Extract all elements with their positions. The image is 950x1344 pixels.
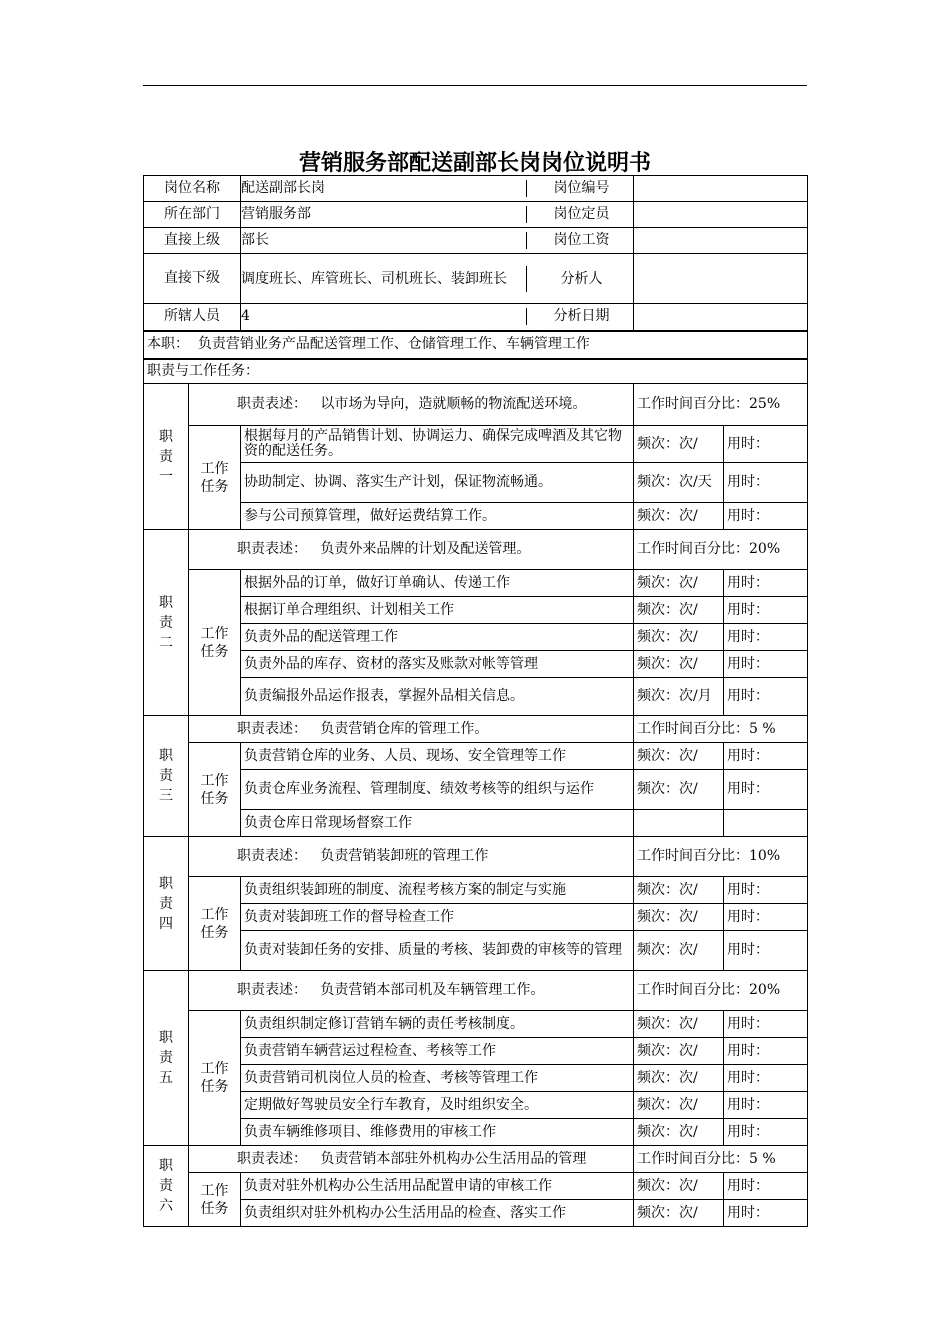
task-text: 负责组织装卸班的制度、流程考核方案的制定与实施 [241, 877, 634, 904]
task-row [144, 651, 808, 678]
field-label: 岗位编号 [553, 180, 610, 196]
task-freq: 频次：次/ [634, 770, 724, 810]
duties-header-row [144, 359, 808, 384]
task-row [144, 877, 808, 904]
field-label: 分析人 [560, 270, 603, 287]
task-row [144, 743, 808, 770]
task-text: 负责组织对驻外机构办公生活用品的检查、落实工作 [241, 1200, 634, 1227]
task-freq: 频次：次/ [634, 1038, 724, 1065]
duty-desc [189, 716, 634, 743]
field-value [634, 304, 808, 331]
task-row [144, 1173, 808, 1200]
duty-name [144, 1146, 189, 1227]
field-value-inner: 部长 [241, 232, 528, 249]
desc-label: 职责表述： [237, 982, 307, 998]
duty-row [144, 384, 808, 426]
task-text: 负责组织制定修订营销车辆的责任考核制度。 [241, 1011, 634, 1038]
desc-text: 以市场为导向，造就顺畅的物流配送环境。 [320, 396, 587, 412]
task-freq: 频次：次/ [634, 1173, 724, 1200]
task-row [144, 1065, 808, 1092]
field-value [634, 228, 808, 254]
task-freq: 频次：次/ [634, 624, 724, 651]
duty-name-text: 职责三 [159, 748, 173, 804]
task-time: 用时： [724, 1119, 808, 1146]
duty-name [144, 971, 189, 1146]
field-value-inner: 营销服务部 [241, 206, 528, 223]
task-freq: 频次：次/ [634, 426, 724, 463]
task-time: 用时： [724, 570, 808, 597]
task-label: 工作任务 [200, 772, 229, 807]
task-row [144, 426, 808, 463]
task-row [144, 1011, 808, 1038]
task-text: 协助制定、协调、落实生产计划，保证物流畅通。 [241, 463, 634, 503]
duty-name-text: 职责二 [159, 594, 173, 651]
task-text: 参与公司预算管理，做好运费结算工作。 [241, 503, 634, 530]
task-freq: 频次：次/ [634, 1011, 724, 1038]
task-time: 用时： [724, 597, 808, 624]
desc-label: 职责表述： [237, 848, 307, 864]
task-text: 负责外品的配送管理工作 [241, 624, 634, 651]
task-row [144, 931, 808, 971]
task-text: 根据订单合理组织、计划相关工作 [241, 597, 634, 624]
task-time: 用时： [724, 624, 808, 651]
task-text: 负责营销车辆营运过程检查、考核等工作 [241, 1038, 634, 1065]
duty-name-text: 职责四 [159, 875, 173, 932]
task-time [724, 810, 808, 837]
task-row [144, 1119, 808, 1146]
task-row [144, 810, 808, 837]
field-label: 岗位名称 [144, 176, 241, 202]
task-freq [634, 810, 724, 837]
task-text: 负责对装卸任务的安排、质量的考核、装卸费的审核等的管理 [241, 931, 634, 971]
benzhi-label: 本职： [147, 336, 189, 352]
page-title: 营销服务部配送副部长岗岗位说明书 [298, 151, 651, 176]
task-row [144, 678, 808, 716]
task-time: 用时： [724, 678, 808, 716]
task-text: 负责对装卸班工作的督导检查工作 [241, 904, 634, 931]
job-description-table [143, 175, 808, 1227]
duty-desc [189, 530, 634, 570]
desc-label: 职责表述： [237, 396, 307, 412]
task-time: 用时： [724, 1011, 808, 1038]
task-label-cell [189, 426, 241, 530]
field-value [241, 254, 634, 304]
task-freq: 频次：次/ [634, 743, 724, 770]
duty-name [144, 530, 189, 716]
task-row [144, 597, 808, 624]
desc-text: 负责营销本部司机及车辆管理工作。 [320, 982, 545, 998]
info-row [144, 228, 808, 254]
task-freq: 频次：次/ [634, 1119, 724, 1146]
task-time: 用时： [724, 743, 808, 770]
task-row [144, 503, 808, 530]
task-label: 工作任务 [200, 460, 229, 495]
task-row [144, 624, 808, 651]
field-label: 岗位定员 [553, 206, 610, 222]
header-rule [143, 85, 807, 86]
task-time: 用时： [724, 904, 808, 931]
field-value [634, 176, 808, 202]
desc-text: 负责营销本部驻外机构办公生活用品的管理 [320, 1150, 587, 1167]
info-row [144, 304, 808, 331]
field-value [634, 254, 808, 304]
field-label: 直接下级 [144, 254, 241, 304]
desc-label: 职责表述： [237, 1150, 307, 1167]
field-label: 所在部门 [144, 202, 241, 228]
duty-row [144, 837, 808, 877]
duty-percent: 工作时间百分比：20% [634, 530, 808, 570]
task-time: 用时： [724, 426, 808, 463]
task-text: 负责外品的库存、资材的落实及账款对帐等管理 [241, 651, 634, 678]
field-value-inner: 调度班长、库管班长、司机班长、装卸班长 [241, 266, 528, 292]
info-row [144, 202, 808, 228]
duty-row [144, 530, 808, 570]
task-time: 用时： [724, 1173, 808, 1200]
field-value-inner: 配送副部长岗 [241, 180, 528, 197]
task-freq: 频次：次/ [634, 651, 724, 678]
task-text: 负责对驻外机构办公生活用品配置申请的审核工作 [241, 1173, 634, 1200]
duty-desc [189, 1146, 634, 1173]
duty-percent: 工作时间百分比：20% [634, 971, 808, 1011]
field-label: 岗位工资 [553, 232, 610, 248]
duty-percent: 工作时间百分比：10% [634, 837, 808, 877]
task-freq: 频次：次/ [634, 877, 724, 904]
task-time: 用时： [724, 1200, 808, 1227]
task-label-cell [189, 570, 241, 716]
task-freq: 频次：次/ [634, 1065, 724, 1092]
field-label: 所辖人员 [144, 304, 241, 331]
task-time: 用时： [724, 1038, 808, 1065]
task-time: 用时： [724, 931, 808, 971]
field-value [241, 228, 634, 254]
task-freq: 频次：次/月 [634, 678, 724, 716]
task-row [144, 770, 808, 810]
task-freq: 频次：次/ [634, 1092, 724, 1119]
task-row [144, 1200, 808, 1227]
task-label: 工作任务 [200, 906, 229, 941]
task-label-cell [189, 1011, 241, 1146]
task-freq: 频次：次/ [634, 570, 724, 597]
task-text: 负责仓库日常现场督察工作 [241, 810, 634, 837]
desc-text: 负责营销装卸班的管理工作 [320, 848, 489, 864]
task-text: 定期做好驾驶员安全行车教育，及时组织安全。 [241, 1092, 634, 1119]
task-text: 负责仓库业务流程、管理制度、绩效考核等的组织与运作 [241, 770, 634, 810]
task-text: 负责车辆维修项目、维修费用的审核工作 [241, 1119, 634, 1146]
duty-row [144, 971, 808, 1011]
task-text: 根据外品的订单，做好订单确认、传递工作 [241, 570, 634, 597]
duty-name-text: 职责一 [159, 428, 173, 485]
benzhi-cell [144, 331, 808, 359]
duty-percent: 工作时间百分比：5 % [634, 1146, 808, 1173]
task-freq: 频次：次/ [634, 1200, 724, 1227]
task-time: 用时： [724, 463, 808, 503]
task-row [144, 1038, 808, 1065]
field-label: 直接上级 [144, 228, 241, 254]
info-row [144, 176, 808, 202]
task-row [144, 570, 808, 597]
task-time: 用时： [724, 651, 808, 678]
task-freq: 频次：次/天 [634, 463, 724, 503]
desc-label: 职责表述： [237, 720, 307, 737]
task-time: 用时： [724, 503, 808, 530]
duty-row [144, 1146, 808, 1173]
duty-desc [189, 971, 634, 1011]
task-text: 负责编报外品运作报表，掌握外品相关信息。 [241, 678, 634, 716]
desc-text: 负责营销仓库的管理工作。 [320, 720, 489, 737]
duty-row [144, 716, 808, 743]
desc-label: 职责表述： [237, 541, 307, 557]
duties-header: 职责与工作任务： [144, 359, 808, 384]
benzhi-row [144, 331, 808, 359]
task-freq: 频次：次/ [634, 597, 724, 624]
duty-name [144, 384, 189, 530]
task-freq: 频次：次/ [634, 503, 724, 530]
task-label: 工作任务 [200, 625, 229, 660]
task-row [144, 904, 808, 931]
field-value-inner: 4 [241, 308, 528, 325]
task-text: 负责营销仓库的业务、人员、现场、安全管理等工作 [241, 743, 634, 770]
task-label-cell [189, 877, 241, 971]
task-freq: 频次：次/ [634, 904, 724, 931]
field-value [241, 176, 634, 202]
task-freq: 频次：次/ [634, 931, 724, 971]
duty-desc [189, 384, 634, 426]
task-text: 根据每月的产品销售计划、协调运力、确保完成啤酒及其它物资的配送任务。 [241, 426, 634, 463]
task-label: 工作任务 [200, 1061, 229, 1095]
duty-name [144, 716, 189, 837]
desc-text: 负责外来品牌的计划及配送管理。 [320, 541, 531, 557]
field-value [241, 304, 634, 331]
field-value [241, 202, 634, 228]
field-label: 分析日期 [553, 308, 610, 325]
task-text: 负责营销司机岗位人员的检查、考核等管理工作 [241, 1065, 634, 1092]
task-time: 用时： [724, 1065, 808, 1092]
info-row [144, 254, 808, 304]
benzhi-text: 负责营销业务产品配送管理工作、仓储管理工作、车辆管理工作 [197, 336, 590, 352]
duty-name [144, 837, 189, 971]
task-row [144, 1092, 808, 1119]
duty-percent: 工作时间百分比：25% [634, 384, 808, 426]
task-time: 用时： [724, 877, 808, 904]
task-time: 用时： [724, 770, 808, 810]
duty-percent: 工作时间百分比：5 % [634, 716, 808, 743]
task-time: 用时： [724, 1092, 808, 1119]
duty-name-text: 职责五 [159, 1030, 173, 1086]
task-label-cell [189, 743, 241, 837]
duty-desc [189, 837, 634, 877]
task-row [144, 463, 808, 503]
task-label-cell [189, 1173, 241, 1227]
task-label: 工作任务 [200, 1182, 229, 1217]
field-value [634, 202, 808, 228]
duty-name-text: 职责六 [159, 1158, 173, 1214]
